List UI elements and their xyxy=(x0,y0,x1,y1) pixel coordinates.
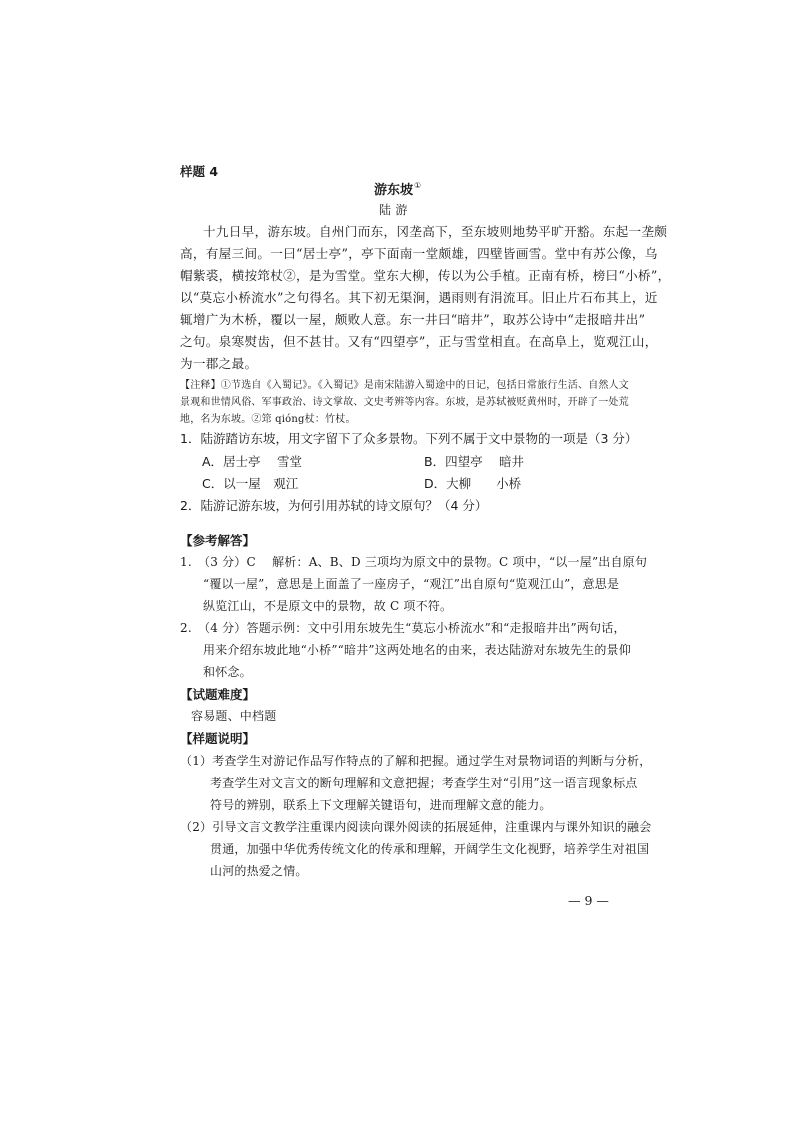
passage-line: 帽紫裘，横按筇杖②，是为雪堂。堂东大柳，传以为公手植。正南有桥，榜曰“小桥”， xyxy=(180,268,671,283)
explanation-line: 贯通，加强中华优秀传统文化的传承和理解，开阔学生文化视野，培养学生对祖国 xyxy=(210,842,650,856)
question-1-option-c: C．以一屋 观江 xyxy=(202,476,299,491)
answers-heading: 【参考解答】 xyxy=(180,533,256,548)
answer-line: 2. （4 分）答题示例：文中引用东坡先生“莫忘小桥流水”和“走报暗井出”两句话， xyxy=(180,621,626,635)
question-1-option-d: D．大柳 小桥 xyxy=(424,476,522,491)
answer-line: “覆以一屋”，意思是上面盖了一座房子，“观江”出自原句“览观江山”，意思是 xyxy=(203,577,620,591)
passage-line: 高，有屋三间。一曰“居士亭”，亭下面南一堂颇雄，四壁皆画雪。堂中有苏公像，乌 xyxy=(180,246,658,261)
answer-line: 纵览江山，不是原文中的景物，故 C 项不符。 xyxy=(203,599,453,613)
passage-note-line: 地，名为东坡。②筇 qióng杖：竹杖。 xyxy=(180,414,356,425)
question-1-option-b: B．四望亭 暗井 xyxy=(424,454,525,469)
explanation-heading: 【样题说明】 xyxy=(180,731,256,746)
answer-line: 用来介绍东坡此地“小桥”“暗井”这两处地名的由来，表达陆游对东坡先生的景仰 xyxy=(203,643,631,657)
difficulty-heading: 【试题难度】 xyxy=(180,687,256,702)
passage-line: 之句。泉寒熨齿，但不甚甘。又有“四望亭”，正与雪堂相直。在高阜上，览观江山， xyxy=(180,334,658,349)
explanation-line: （2）引导文言文教学注重课内阅读向课外阅读的拓展延伸，注重课内与课外知识的融会 xyxy=(180,820,652,834)
passage-line: 为一郡之最。 xyxy=(180,356,258,371)
question-1-options-row xyxy=(202,474,582,492)
passage-line: 以“莫忘小桥流水”之句得名。其下初无渠涧，遇雨则有涓流耳。旧止片石布其上，近 xyxy=(180,290,658,305)
explanation-line: 符号的辨别，联系上下文理解关键语句，进而理解文意的能力。 xyxy=(210,798,552,812)
passage-author: 陆 游 xyxy=(379,203,408,217)
passage-note-line: 【注释】①节选自《入蜀记》。《入蜀记》是南宋陆游入蜀途中的日记，包括日常旅行生活、自然人文 xyxy=(180,380,629,391)
answer-line: 和怀念。 xyxy=(203,665,252,679)
explanation-line: 山河的热爱之情。 xyxy=(210,864,308,878)
passage-title-note-mark: ① xyxy=(414,181,422,190)
explanation-line: 考查学生对文言文的断句理解和文意把握；考查学生对“引用”这一语言现象标点 xyxy=(210,776,638,790)
passage-title xyxy=(374,179,421,198)
question-1-options-row xyxy=(202,452,582,470)
difficulty-text: 容易题、中档题 xyxy=(191,709,277,723)
passage-note-line: 景观和世情风俗、军事政治、诗文掌故、文史考辨等内容。东坡，是苏轼被贬黄州时，开辟了一处荒 xyxy=(180,397,629,408)
question-1-stem: 1．陆游踏访东坡，用文字留下了众多景物。下列不属于文中景物的一项是（3 分） xyxy=(180,431,638,446)
explanation-line: （1）考查学生对游记作品写作特点的了解和把握。通过学生对景物词语的判断与分析， xyxy=(180,754,652,768)
page-number: — 9 — xyxy=(568,893,609,908)
passage-title-text: 游东坡 xyxy=(374,183,414,198)
sample-label: 样题 4 xyxy=(180,164,219,179)
answer-line: 1. （3 分）C 解析：A、B、D 三项均为原文中的景物。C 项中，“以一屋”出自原句 xyxy=(180,555,648,569)
question-1-option-a: A．居士亭 雪堂 xyxy=(202,454,303,469)
question-2-stem: 2．陆游记游东坡，为何引用苏轼的诗文原句？（4 分） xyxy=(180,498,488,513)
passage-line: 辄增广为木桥，覆以一屋，颇败人意。东一井曰“暗井”，取苏公诗中“走报暗井出” xyxy=(180,312,646,327)
passage-line: 十九日早，游东坡。自州门而东，冈垄高下，至东坡则地势平旷开豁。东起一垄颇 xyxy=(203,224,668,239)
